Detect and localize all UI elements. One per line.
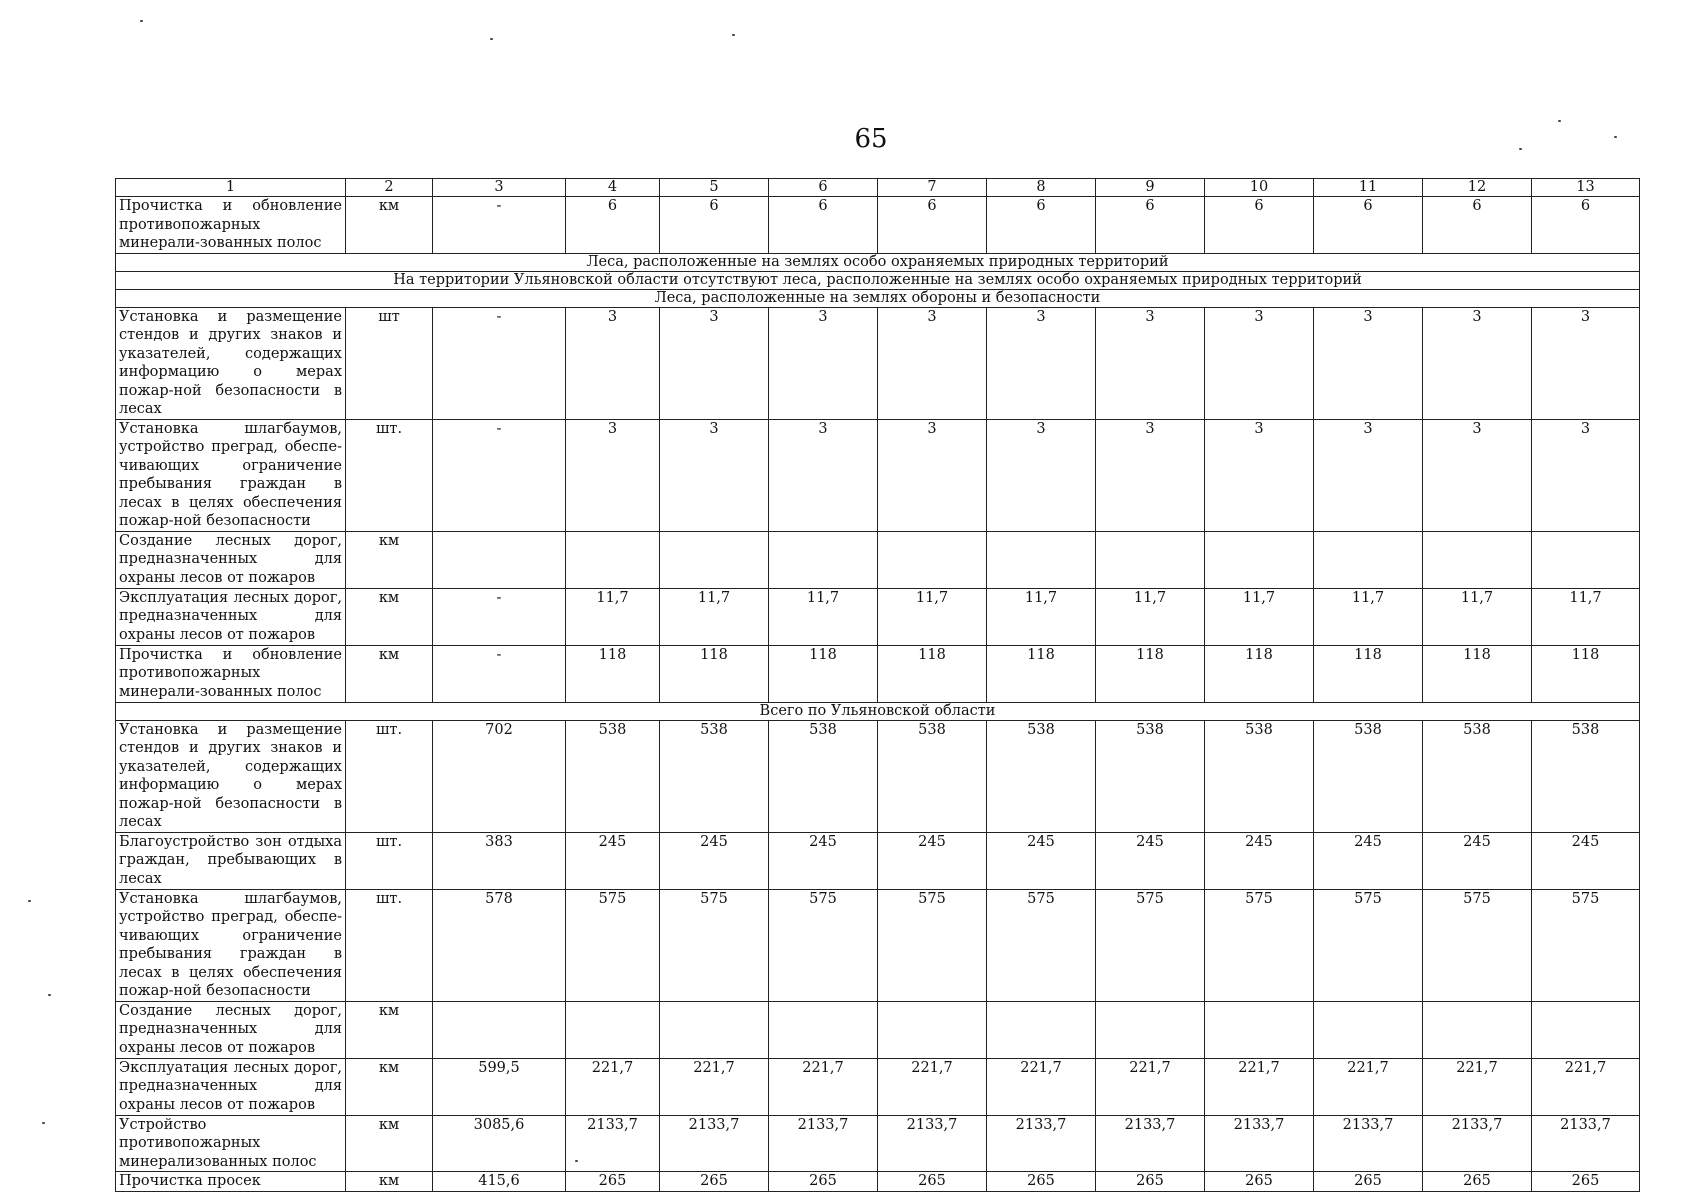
value-cell: 2133,7 bbox=[987, 1115, 1096, 1172]
value-cell: 538 bbox=[1096, 720, 1205, 832]
value-cell: 265 bbox=[566, 1172, 660, 1192]
value-cell: 599,5 bbox=[433, 1058, 566, 1115]
activity-name: Прочистка и обновление противопожарных минерали-зованных полос bbox=[116, 197, 346, 254]
value-cell bbox=[878, 531, 987, 588]
value-cell: 3 bbox=[1423, 419, 1532, 531]
value-cell: 118 bbox=[1205, 645, 1314, 702]
value-cell: 265 bbox=[1205, 1172, 1314, 1192]
value-cell: 221,7 bbox=[769, 1058, 878, 1115]
value-cell: 11,7 bbox=[1096, 588, 1205, 645]
activity-name: Установка шлагбаумов, устройство преград, обеспе-чивающих ограничение пребывания граждан в лесах в целях обеспечения пожар-ной безопасности bbox=[116, 419, 346, 531]
value-cell: 265 bbox=[878, 1172, 987, 1192]
value-cell: - bbox=[433, 307, 566, 419]
table-row bbox=[116, 419, 1640, 531]
value-cell: 3 bbox=[1314, 419, 1423, 531]
value-cell: 11,7 bbox=[1314, 588, 1423, 645]
table-row bbox=[116, 832, 1640, 889]
value-cell: 3 bbox=[1532, 419, 1640, 531]
value-cell: 118 bbox=[1096, 645, 1205, 702]
unit-cell: км bbox=[346, 645, 433, 702]
activity-name: Установка шлагбаумов, устройство преград, обеспе-чивающих ограничение пребывания граждан в лесах в целях обеспечения пожар-ной безопасности bbox=[116, 889, 346, 1001]
value-cell: 3 bbox=[660, 419, 769, 531]
table-row bbox=[116, 197, 1640, 254]
value-cell: 3 bbox=[878, 307, 987, 419]
value-cell bbox=[769, 531, 878, 588]
unit-cell: км bbox=[346, 1058, 433, 1115]
value-cell: 245 bbox=[1532, 832, 1640, 889]
table-row bbox=[116, 1115, 1640, 1172]
value-cell: 538 bbox=[1532, 720, 1640, 832]
table-row bbox=[116, 1172, 1640, 1192]
value-cell: 245 bbox=[566, 832, 660, 889]
page-number: 65 bbox=[854, 124, 888, 154]
column-header: 13 bbox=[1532, 179, 1640, 197]
value-cell: 245 bbox=[660, 832, 769, 889]
value-cell: 538 bbox=[1314, 720, 1423, 832]
value-cell bbox=[769, 1001, 878, 1058]
value-cell: 245 bbox=[1096, 832, 1205, 889]
value-cell: 3 bbox=[769, 307, 878, 419]
value-cell bbox=[1205, 1001, 1314, 1058]
unit-cell: км bbox=[346, 1001, 433, 1058]
activity-name: Установка и размещение стендов и других знаков и указателей, содержащих информацию о мерах пожар-ной безопасности в лесах bbox=[116, 720, 346, 832]
column-header: 8 bbox=[987, 179, 1096, 197]
value-cell bbox=[660, 1001, 769, 1058]
section-title: Леса, расположенные на землях особо охраняемых природных территорий bbox=[116, 253, 1640, 271]
activity-name: Создание лесных дорог, предназначенных для охраны лесов от пожаров bbox=[116, 1001, 346, 1058]
value-cell: 575 bbox=[566, 889, 660, 1001]
value-cell: - bbox=[433, 588, 566, 645]
value-cell: 3 bbox=[1205, 419, 1314, 531]
scan-speck bbox=[575, 1160, 578, 1162]
value-cell: 3 bbox=[1096, 419, 1205, 531]
scan-speck bbox=[1519, 148, 1522, 150]
value-cell bbox=[1096, 1001, 1205, 1058]
scan-speck bbox=[1614, 136, 1617, 138]
value-cell bbox=[1314, 1001, 1423, 1058]
value-cell: 11,7 bbox=[987, 588, 1096, 645]
value-cell: 265 bbox=[1314, 1172, 1423, 1192]
column-header: 2 bbox=[346, 179, 433, 197]
value-cell: 575 bbox=[1205, 889, 1314, 1001]
column-header: 6 bbox=[769, 179, 878, 197]
value-cell: 538 bbox=[566, 720, 660, 832]
table-row bbox=[116, 1001, 1640, 1058]
value-cell: 3 bbox=[1532, 307, 1640, 419]
value-cell: 538 bbox=[1205, 720, 1314, 832]
value-cell: 118 bbox=[1423, 645, 1532, 702]
column-header: 7 bbox=[878, 179, 987, 197]
table-row bbox=[116, 720, 1640, 832]
value-cell: 3 bbox=[1096, 307, 1205, 419]
value-cell: 265 bbox=[769, 1172, 878, 1192]
value-cell: 11,7 bbox=[769, 588, 878, 645]
activity-name: Прочистка просек bbox=[116, 1172, 346, 1192]
value-cell: 3085,6 bbox=[433, 1115, 566, 1172]
value-cell: 538 bbox=[987, 720, 1096, 832]
value-cell bbox=[1314, 531, 1423, 588]
value-cell: 3 bbox=[987, 307, 1096, 419]
value-cell: 11,7 bbox=[566, 588, 660, 645]
table-row bbox=[116, 531, 1640, 588]
value-cell bbox=[1096, 531, 1205, 588]
value-cell: 6 bbox=[1096, 197, 1205, 254]
unit-cell: шт bbox=[346, 307, 433, 419]
value-cell: 118 bbox=[660, 645, 769, 702]
value-cell bbox=[987, 1001, 1096, 1058]
value-cell bbox=[433, 531, 566, 588]
column-header-row bbox=[116, 179, 1640, 197]
value-cell: 221,7 bbox=[1314, 1058, 1423, 1115]
unit-cell: шт. bbox=[346, 419, 433, 531]
value-cell: 6 bbox=[987, 197, 1096, 254]
value-cell bbox=[1532, 1001, 1640, 1058]
section-title: На территории Ульяновской области отсутствуют леса, расположенные на землях особо охраняемых природных территорий bbox=[116, 271, 1640, 289]
scan-speck bbox=[732, 34, 735, 36]
column-header: 4 bbox=[566, 179, 660, 197]
value-cell: 118 bbox=[1314, 645, 1423, 702]
unit-cell: км bbox=[346, 531, 433, 588]
section-row bbox=[116, 702, 1640, 720]
value-cell: 3 bbox=[769, 419, 878, 531]
value-cell: 3 bbox=[660, 307, 769, 419]
value-cell: 118 bbox=[987, 645, 1096, 702]
value-cell: 538 bbox=[769, 720, 878, 832]
activity-name: Прочистка и обновление противопожарных минерали-зованных полос bbox=[116, 645, 346, 702]
value-cell: 383 bbox=[433, 832, 566, 889]
column-header: 1 bbox=[116, 179, 346, 197]
value-cell: 221,7 bbox=[987, 1058, 1096, 1115]
value-cell: 2133,7 bbox=[1532, 1115, 1640, 1172]
value-cell: 118 bbox=[878, 645, 987, 702]
unit-cell: км bbox=[346, 1172, 433, 1192]
value-cell bbox=[1423, 1001, 1532, 1058]
value-cell bbox=[987, 531, 1096, 588]
value-cell: 265 bbox=[1423, 1172, 1532, 1192]
value-cell: 3 bbox=[1314, 307, 1423, 419]
unit-cell: км bbox=[346, 197, 433, 254]
value-cell: 575 bbox=[1314, 889, 1423, 1001]
section-row bbox=[116, 271, 1640, 289]
value-cell: 11,7 bbox=[1423, 588, 1532, 645]
value-cell: 2133,7 bbox=[566, 1115, 660, 1172]
value-cell: 2133,7 bbox=[1096, 1115, 1205, 1172]
value-cell: 2133,7 bbox=[1314, 1115, 1423, 1172]
value-cell: 538 bbox=[1423, 720, 1532, 832]
table-body bbox=[116, 179, 1640, 1192]
value-cell: 118 bbox=[769, 645, 878, 702]
table-row bbox=[116, 588, 1640, 645]
value-cell: 265 bbox=[987, 1172, 1096, 1192]
value-cell bbox=[433, 1001, 566, 1058]
value-cell bbox=[566, 1001, 660, 1058]
value-cell: 245 bbox=[769, 832, 878, 889]
value-cell: 578 bbox=[433, 889, 566, 1001]
value-cell: 11,7 bbox=[1205, 588, 1314, 645]
activity-name: Благоустройство зон отдыха граждан, пребывающих в лесах bbox=[116, 832, 346, 889]
section-row bbox=[116, 289, 1640, 307]
value-cell: 6 bbox=[878, 197, 987, 254]
value-cell: 221,7 bbox=[1096, 1058, 1205, 1115]
value-cell: 6 bbox=[1532, 197, 1640, 254]
table-row bbox=[116, 889, 1640, 1001]
column-header: 9 bbox=[1096, 179, 1205, 197]
value-cell: 11,7 bbox=[1532, 588, 1640, 645]
value-cell: 11,7 bbox=[878, 588, 987, 645]
table-row bbox=[116, 645, 1640, 702]
value-cell: 575 bbox=[987, 889, 1096, 1001]
column-header: 5 bbox=[660, 179, 769, 197]
unit-cell: км bbox=[346, 588, 433, 645]
value-cell: 2133,7 bbox=[878, 1115, 987, 1172]
value-cell: 3 bbox=[566, 307, 660, 419]
value-cell: 118 bbox=[1532, 645, 1640, 702]
value-cell: 221,7 bbox=[660, 1058, 769, 1115]
value-cell: 575 bbox=[1096, 889, 1205, 1001]
value-cell: 3 bbox=[987, 419, 1096, 531]
column-header: 10 bbox=[1205, 179, 1314, 197]
activity-name: Эксплуатация лесных дорог, предназначенных для охраны лесов от пожаров bbox=[116, 1058, 346, 1115]
value-cell: 245 bbox=[1314, 832, 1423, 889]
section-title: Всего по Ульяновской области bbox=[116, 702, 1640, 720]
value-cell: 2133,7 bbox=[1205, 1115, 1314, 1172]
value-cell bbox=[1205, 531, 1314, 588]
value-cell: 3 bbox=[878, 419, 987, 531]
value-cell: 245 bbox=[1423, 832, 1532, 889]
value-cell: 265 bbox=[1096, 1172, 1205, 1192]
value-cell: 538 bbox=[878, 720, 987, 832]
section-row bbox=[116, 253, 1640, 271]
scan-speck bbox=[42, 1122, 45, 1124]
value-cell: - bbox=[433, 645, 566, 702]
value-cell: 245 bbox=[878, 832, 987, 889]
scan-speck bbox=[28, 900, 31, 902]
activity-name: Эксплуатация лесных дорог, предназначенных для охраны лесов от пожаров bbox=[116, 588, 346, 645]
value-cell: 538 bbox=[660, 720, 769, 832]
value-cell: 221,7 bbox=[1423, 1058, 1532, 1115]
table-row bbox=[116, 307, 1640, 419]
value-cell: 575 bbox=[769, 889, 878, 1001]
value-cell bbox=[1532, 531, 1640, 588]
table-row bbox=[116, 1058, 1640, 1115]
value-cell bbox=[660, 531, 769, 588]
value-cell: 2133,7 bbox=[1423, 1115, 1532, 1172]
value-cell: - bbox=[433, 197, 566, 254]
value-cell: 6 bbox=[566, 197, 660, 254]
value-cell: 575 bbox=[1532, 889, 1640, 1001]
value-cell: 221,7 bbox=[1532, 1058, 1640, 1115]
scan-speck bbox=[1558, 120, 1561, 122]
column-header: 11 bbox=[1314, 179, 1423, 197]
value-cell: 575 bbox=[660, 889, 769, 1001]
activity-name: Устройство противопожарных минерализованных полос bbox=[116, 1115, 346, 1172]
activity-name: Создание лесных дорог, предназначенных для охраны лесов от пожаров bbox=[116, 531, 346, 588]
value-cell: 221,7 bbox=[878, 1058, 987, 1115]
scan-speck bbox=[48, 994, 51, 996]
value-cell bbox=[566, 531, 660, 588]
value-cell: 245 bbox=[987, 832, 1096, 889]
unit-cell: шт. bbox=[346, 889, 433, 1001]
value-cell: 6 bbox=[1423, 197, 1532, 254]
value-cell: 2133,7 bbox=[660, 1115, 769, 1172]
value-cell: - bbox=[433, 419, 566, 531]
scan-speck bbox=[490, 38, 493, 40]
value-cell: 265 bbox=[660, 1172, 769, 1192]
column-header: 12 bbox=[1423, 179, 1532, 197]
value-cell: 702 bbox=[433, 720, 566, 832]
value-cell: 265 bbox=[1532, 1172, 1640, 1192]
column-header: 3 bbox=[433, 179, 566, 197]
value-cell: 11,7 bbox=[660, 588, 769, 645]
value-cell: 3 bbox=[1423, 307, 1532, 419]
value-cell: 3 bbox=[566, 419, 660, 531]
value-cell: 221,7 bbox=[566, 1058, 660, 1115]
value-cell: 2133,7 bbox=[769, 1115, 878, 1172]
section-title: Леса, расположенные на землях обороны и безопасности bbox=[116, 289, 1640, 307]
value-cell: 6 bbox=[1205, 197, 1314, 254]
value-cell bbox=[1423, 531, 1532, 588]
value-cell: 575 bbox=[1423, 889, 1532, 1001]
value-cell: 6 bbox=[769, 197, 878, 254]
unit-cell: шт. bbox=[346, 832, 433, 889]
unit-cell: км bbox=[346, 1115, 433, 1172]
scan-speck bbox=[140, 20, 143, 22]
value-cell: 245 bbox=[1205, 832, 1314, 889]
value-cell: 3 bbox=[1205, 307, 1314, 419]
value-cell: 221,7 bbox=[1205, 1058, 1314, 1115]
value-cell: 118 bbox=[566, 645, 660, 702]
value-cell: 6 bbox=[1314, 197, 1423, 254]
activity-name: Установка и размещение стендов и других знаков и указателей, содержащих информацию о мерах пожар-ной безопасности в лесах bbox=[116, 307, 346, 419]
value-cell: 6 bbox=[660, 197, 769, 254]
value-cell: 415,6 bbox=[433, 1172, 566, 1192]
unit-cell: шт. bbox=[346, 720, 433, 832]
data-table bbox=[115, 178, 1640, 1192]
value-cell: 575 bbox=[878, 889, 987, 1001]
value-cell bbox=[878, 1001, 987, 1058]
